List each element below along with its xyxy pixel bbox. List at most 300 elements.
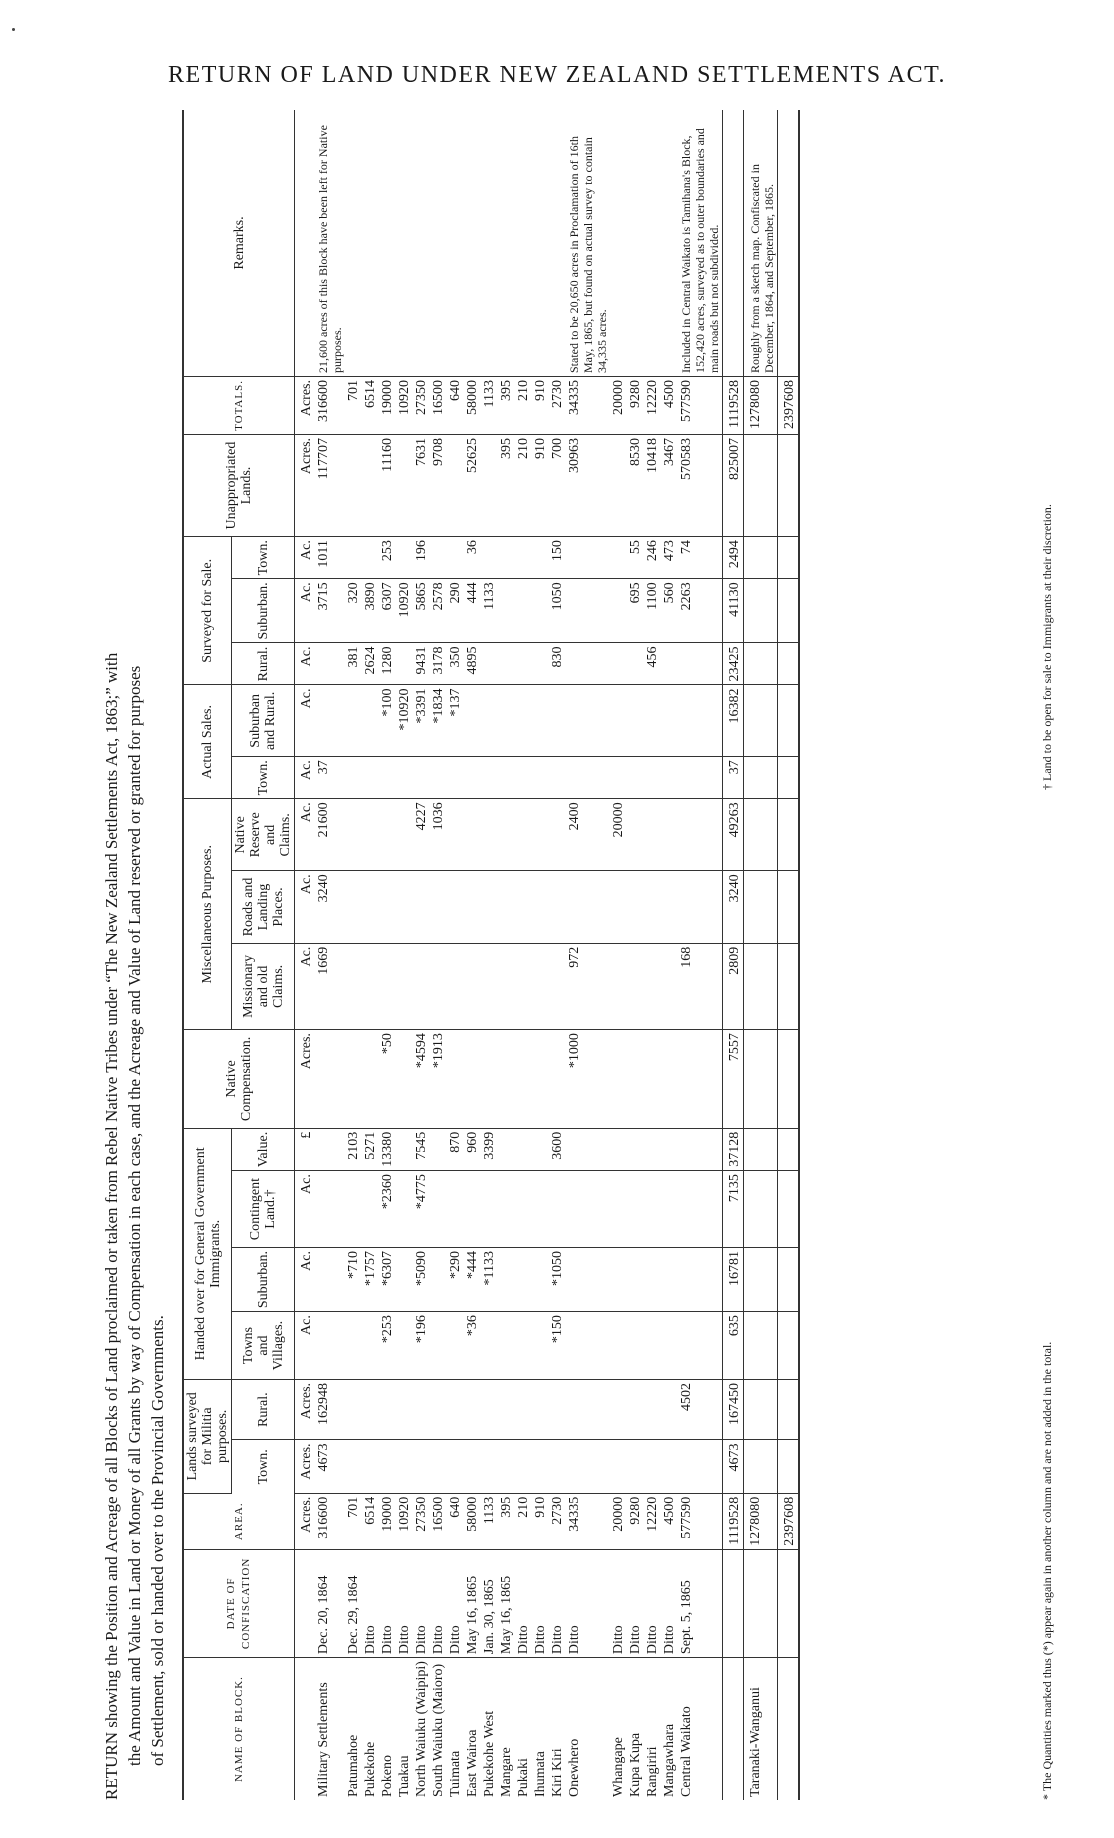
cell-s-town (549, 757, 566, 799)
cell-missionary (447, 943, 464, 1029)
unit-cell: Ac. (295, 579, 316, 643)
cell-remark (396, 110, 413, 377)
cell-name: East Wairoa (465, 1729, 480, 1797)
header-misc-missionary: Missionary and old Claims. (232, 943, 295, 1029)
header-sales-town: Town. (232, 757, 295, 799)
cell-date: Ditto (610, 1549, 627, 1657)
total-g-sub: 16781 (723, 1248, 744, 1312)
cell-area: 577590 (678, 1493, 723, 1549)
total-v-sub: 41130 (723, 579, 744, 643)
cell-v-rural (498, 643, 515, 685)
cell-m-town (379, 1440, 396, 1493)
cell-m-town (678, 1440, 723, 1493)
cell-s-town (345, 757, 362, 799)
cell-roads (498, 871, 515, 943)
cell-missionary (532, 943, 549, 1029)
cell-s-town (396, 757, 413, 799)
cell-s-subrural (345, 685, 362, 757)
unit-cell: Acres. (295, 377, 316, 435)
cell-v-town: 246 (644, 537, 661, 579)
cell-g-cont (532, 1171, 549, 1248)
cell-v-town (430, 537, 447, 579)
cell-total: 910 (532, 377, 549, 435)
table-row (315, 110, 345, 1800)
page-title: RETURN OF LAND UNDER NEW ZEALAND SETTLEMENTS ACT. (168, 62, 946, 88)
cell-v-sub: 1133 (481, 579, 498, 643)
cell-s-subrural: *1834 (430, 685, 447, 757)
cell-g-towns (396, 1312, 413, 1380)
cell-name: Patumahoe (346, 1734, 361, 1797)
cell-v-sub (498, 579, 515, 643)
cell-name: Pukekohe (363, 1741, 378, 1797)
cell-unapp: 210 (515, 434, 532, 536)
cell-area: 16500 (430, 1493, 447, 1549)
cell-area: 1133 (481, 1493, 498, 1549)
cell-unapp: 8530 (627, 434, 644, 536)
cell-native-comp: *1913 (430, 1030, 447, 1129)
cell-g-value: 960 (464, 1128, 481, 1170)
taranaki-row (744, 110, 778, 1800)
cell-native-comp (481, 1030, 498, 1129)
cell-v-rural: 830 (549, 643, 566, 685)
cell-v-sub (566, 579, 610, 643)
cell-name: Tuimata (448, 1750, 463, 1797)
cell-unapp: 3467 (661, 434, 678, 536)
cell-v-sub (515, 579, 532, 643)
cell-native-comp (315, 1030, 345, 1129)
header-survey-town: Town. (232, 537, 295, 579)
cell-m-rural (627, 1379, 644, 1440)
land-return-table (182, 110, 800, 1800)
table-row (515, 110, 532, 1800)
cell-m-rural (362, 1379, 379, 1440)
cell-total: 16500 (430, 377, 447, 435)
cell-g-sub (396, 1248, 413, 1312)
total-s-town: 37 (723, 757, 744, 799)
return-caption (100, 110, 169, 1800)
cell-g-towns (644, 1312, 661, 1380)
table-row (430, 110, 447, 1800)
cell-v-sub: 290 (447, 579, 464, 643)
cell-reserve: 21600 (315, 799, 345, 871)
cell-unapp (396, 434, 413, 536)
cell-v-sub: 444 (464, 579, 481, 643)
cell-missionary (362, 943, 379, 1029)
unit-cell: Ac. (295, 1171, 316, 1248)
header-misc: Miscellaneous Purposes. (183, 799, 232, 1030)
cell-total: 395 (498, 377, 515, 435)
cell-m-town (413, 1440, 430, 1493)
cell-missionary: 972 (566, 943, 610, 1029)
grand-total-total: 2397608 (778, 377, 800, 435)
cell-m-rural (610, 1379, 627, 1440)
cell-s-town (464, 757, 481, 799)
cell-missionary (413, 943, 430, 1029)
cell-roads (447, 871, 464, 943)
cell-g-cont: *2360 (379, 1171, 396, 1248)
cell-g-towns (627, 1312, 644, 1380)
cell-g-towns (345, 1312, 362, 1380)
cell-g-sub: *290 (447, 1248, 464, 1312)
table-row (396, 110, 413, 1800)
cell-unapp: 11160 (379, 434, 396, 536)
cell-g-sub (532, 1248, 549, 1312)
cell-area: 910 (532, 1493, 549, 1549)
cell-v-town (610, 537, 627, 579)
cell-g-value (644, 1128, 661, 1170)
cell-g-value (396, 1128, 413, 1170)
cell-s-subrural (610, 685, 627, 757)
cell-v-town: 196 (413, 537, 430, 579)
cell-g-value (315, 1128, 345, 1170)
cell-roads (515, 871, 532, 943)
cell-s-subrural (678, 685, 723, 757)
cell-name: Whangape (611, 1737, 626, 1797)
cell-s-subrural: *100 (379, 685, 396, 757)
table-row (447, 110, 464, 1800)
cell-s-subrural (661, 685, 678, 757)
cell-missionary: 168 (678, 943, 723, 1029)
cell-g-towns (481, 1312, 498, 1380)
cell-s-subrural (549, 685, 566, 757)
cell-total: 34335 (566, 377, 610, 435)
cell-g-cont (396, 1171, 413, 1248)
cell-v-rural (315, 643, 345, 685)
cell-v-rural: 350 (447, 643, 464, 685)
cell-roads (379, 871, 396, 943)
cell-native-comp (532, 1030, 549, 1129)
cell-g-cont (661, 1171, 678, 1248)
table-row (678, 110, 723, 1800)
cell-g-value: 2103 (345, 1128, 362, 1170)
header-area: AREA. (183, 1493, 295, 1549)
cell-date: Ditto (532, 1549, 549, 1657)
cell-g-towns (430, 1312, 447, 1380)
total-g-value: 37128 (723, 1128, 744, 1170)
unit-cell: Ac. (295, 685, 316, 757)
cell-missionary (379, 943, 396, 1029)
cell-reserve (464, 799, 481, 871)
cell-remark: 21,600 acres of this Block have been left for Native purposes. (315, 110, 345, 377)
cell-v-rural (481, 643, 498, 685)
total-reserve: 49263 (723, 799, 744, 871)
totals-row (723, 110, 744, 1800)
cell-s-subrural (515, 685, 532, 757)
cell-name: South Waiuku (Maioro) (431, 1663, 446, 1797)
cell-g-sub: *444 (464, 1248, 481, 1312)
cell-v-sub: 3890 (362, 579, 379, 643)
cell-date: Ditto (627, 1549, 644, 1657)
cell-m-rural (379, 1379, 396, 1440)
cell-date: Dec. 20, 1864 (315, 1549, 345, 1657)
cell-missionary (396, 943, 413, 1029)
cell-area: 6514 (362, 1493, 379, 1549)
cell-reserve: 20000 (610, 799, 627, 871)
cell-date: Ditto (396, 1549, 413, 1657)
total-roads: 3240 (723, 871, 744, 943)
cell-v-town (396, 537, 413, 579)
cell-total: 1133 (481, 377, 498, 435)
cell-g-sub (610, 1248, 627, 1312)
cell-g-towns (515, 1312, 532, 1380)
cell-reserve (481, 799, 498, 871)
cell-s-subrural (532, 685, 549, 757)
cell-m-rural (481, 1379, 498, 1440)
cell-v-rural (532, 643, 549, 685)
cell-unapp: 570583 (678, 434, 723, 536)
unit-cell: Acres. (295, 1030, 316, 1129)
cell-roads (678, 871, 723, 943)
cell-v-town: 473 (661, 537, 678, 579)
cell-s-subrural (481, 685, 498, 757)
cell-v-town: 253 (379, 537, 396, 579)
cell-g-value (627, 1128, 644, 1170)
cell-native-comp: *50 (379, 1030, 396, 1129)
unit-cell (295, 1549, 316, 1657)
header-survey: Surveyed for Sale. (183, 537, 232, 685)
cell-area: 12220 (644, 1493, 661, 1549)
cell-area: 27350 (413, 1493, 430, 1549)
cell-missionary (610, 943, 627, 1029)
header-militia-rural: Rural. (232, 1379, 295, 1440)
cell-v-sub: 3715 (315, 579, 345, 643)
cell-reserve (644, 799, 661, 871)
cell-roads (481, 871, 498, 943)
cell-g-towns (610, 1312, 627, 1380)
cell-m-town (447, 1440, 464, 1493)
cell-area: 2730 (549, 1493, 566, 1549)
cell-remark (481, 110, 498, 377)
cell-native-comp (610, 1030, 627, 1129)
cell-v-sub: 2263 (678, 579, 723, 643)
cell-g-value (610, 1128, 627, 1170)
cell-g-sub: *1757 (362, 1248, 379, 1312)
cell-s-subrural (644, 685, 661, 757)
cell-native-comp (515, 1030, 532, 1129)
cell-g-value (566, 1128, 610, 1170)
cell-g-cont (549, 1171, 566, 1248)
cell-v-rural: 4895 (464, 643, 481, 685)
cell-native-comp (362, 1030, 379, 1129)
cell-v-rural (566, 643, 610, 685)
cell-g-sub: *1133 (481, 1248, 498, 1312)
cell-m-rural (661, 1379, 678, 1440)
unit-cell: Ac. (295, 1248, 316, 1312)
cell-area: 4500 (661, 1493, 678, 1549)
cell-date: May 16, 1865 (464, 1549, 481, 1657)
cell-date: Ditto (379, 1549, 396, 1657)
cell-missionary (515, 943, 532, 1029)
cell-area: 316600 (315, 1493, 345, 1549)
header-survey-rural: Rural. (232, 643, 295, 685)
cell-v-town: 55 (627, 537, 644, 579)
cell-remark (515, 110, 532, 377)
cell-m-rural (447, 1379, 464, 1440)
cell-v-town (362, 537, 379, 579)
unit-cell: Ac. (295, 799, 316, 871)
cell-reserve (362, 799, 379, 871)
taranaki-total: 1278080 (744, 377, 778, 435)
cell-g-towns: *196 (413, 1312, 430, 1380)
header-name: NAME OF BLOCK. (183, 1658, 295, 1800)
cell-v-sub: 5865 (413, 579, 430, 643)
units-row (295, 110, 316, 1800)
cell-total: 19000 (379, 377, 396, 435)
cell-name: Kiri Kiri (550, 1748, 565, 1797)
cell-total: 20000 (610, 377, 627, 435)
cell-s-subrural: *3391 (413, 685, 430, 757)
cell-roads (413, 871, 430, 943)
cell-v-town: 1011 (315, 537, 345, 579)
cell-unapp (362, 434, 379, 536)
total-m-rural: 167450 (723, 1379, 744, 1440)
cell-s-subrural (627, 685, 644, 757)
cell-g-towns (678, 1312, 723, 1380)
cell-s-town (610, 757, 627, 799)
cell-g-towns (566, 1312, 610, 1380)
cell-v-town: 150 (549, 537, 566, 579)
cell-m-town (644, 1440, 661, 1493)
cell-name: Pukekohe West (482, 1710, 497, 1797)
cell-native-comp (644, 1030, 661, 1129)
caption-line-1: RETURN showing the Position and Acreage of all Blocks of Land proclaimed or taken from Rebel Native Tribes under “The New Zealand Settlements Act, 1863;” with (102, 652, 121, 1800)
cell-m-town (566, 1440, 610, 1493)
header-survey-suburban: Suburban. (232, 579, 295, 643)
table-row (345, 110, 362, 1800)
table-row (379, 110, 396, 1800)
cell-v-town (345, 537, 362, 579)
cell-v-rural: 381 (345, 643, 362, 685)
cell-v-sub: 10920 (396, 579, 413, 643)
cell-v-rural (396, 643, 413, 685)
cell-reserve: 4227 (413, 799, 430, 871)
cell-total: 701 (345, 377, 362, 435)
cell-date: Ditto (362, 1549, 379, 1657)
cell-remark: Stated to be 20,650 acres in Proclamation of 16th May, 1865, but found on actual survey to contain 34,335 acres. (566, 110, 610, 377)
cell-v-rural: 2624 (362, 643, 379, 685)
cell-s-town (447, 757, 464, 799)
cell-v-town: 36 (464, 537, 481, 579)
cell-g-towns: *36 (464, 1312, 481, 1380)
header-unappropriated: Unappropriated Lands. (183, 434, 295, 536)
cell-m-town (362, 1440, 379, 1493)
cell-m-rural (498, 1379, 515, 1440)
taranaki-area: 1278080 (744, 1493, 778, 1549)
cell-roads (661, 871, 678, 943)
cell-reserve: 1036 (430, 799, 447, 871)
cell-v-town (532, 537, 549, 579)
cell-date: Ditto (515, 1549, 532, 1657)
cell-roads (549, 871, 566, 943)
cell-v-rural (678, 643, 723, 685)
unit-cell: Ac. (295, 1312, 316, 1380)
total-native-comp: 7557 (723, 1030, 744, 1129)
cell-total: 4500 (661, 377, 678, 435)
grand-total-row (778, 110, 800, 1800)
cell-area: 640 (447, 1493, 464, 1549)
cell-v-town (498, 537, 515, 579)
table-row (549, 110, 566, 1800)
cell-unapp (610, 434, 627, 536)
cell-g-sub (661, 1248, 678, 1312)
cell-v-sub: 2578 (430, 579, 447, 643)
cell-native-comp (678, 1030, 723, 1129)
cell-m-rural (644, 1379, 661, 1440)
cell-reserve: 2400 (566, 799, 610, 871)
cell-name: Kupa Kupa (628, 1732, 643, 1797)
unit-cell: Acres. (295, 1493, 316, 1549)
cell-m-rural (515, 1379, 532, 1440)
cell-g-value (515, 1128, 532, 1170)
cell-area: 34335 (566, 1493, 610, 1549)
cell-g-towns (447, 1312, 464, 1380)
cell-date: Jan. 30, 1865 (481, 1549, 498, 1657)
cell-g-cont (678, 1171, 723, 1248)
cell-total: 640 (447, 377, 464, 435)
cell-g-cont: *4775 (413, 1171, 430, 1248)
cell-remark: Included in Central Waikato is Tamihana's Block, 152,420 acres, surveyed as to outer boundaries and main roads but not subdivided. (678, 110, 723, 377)
unit-cell: Ac. (295, 537, 316, 579)
cell-name: Military Settlements (316, 1682, 331, 1797)
footnote-dagger: † Land to be open for sale to Immigrants at their discretion. (1040, 504, 1054, 790)
header-remarks: Remarks. (183, 110, 295, 377)
cell-name: Central Waikato (679, 1706, 694, 1797)
total-v-rural: 23425 (723, 643, 744, 685)
caption-line-2: the Amount and Value in Land or Money of all Grants by way of Compensation in each case, and the Acreage and Value of Land reserved or granted for purposes (125, 665, 144, 1766)
cell-m-town (396, 1440, 413, 1493)
total-area: 1119528 (723, 1493, 744, 1549)
cell-unapp (481, 434, 498, 536)
cell-g-cont (481, 1171, 498, 1248)
cell-v-rural: 3178 (430, 643, 447, 685)
cell-native-comp (464, 1030, 481, 1129)
cell-s-subrural: *137 (447, 685, 464, 757)
cell-m-rural (345, 1379, 362, 1440)
cell-g-cont (498, 1171, 515, 1248)
cell-s-town (532, 757, 549, 799)
header-govt-suburban: Suburban. (232, 1248, 295, 1312)
cell-g-value: 3600 (549, 1128, 566, 1170)
cell-reserve (627, 799, 644, 871)
cell-s-subrural: *10920 (396, 685, 413, 757)
cell-v-rural (661, 643, 678, 685)
cell-roads (644, 871, 661, 943)
cell-area: 19000 (379, 1493, 396, 1549)
cell-native-comp (627, 1030, 644, 1129)
cell-m-rural: 4502 (678, 1379, 723, 1440)
cell-date: Ditto (566, 1549, 610, 1657)
cell-unapp: 52625 (464, 434, 481, 536)
cell-roads (345, 871, 362, 943)
header-govt: Handed over for General Government Immigrants. (183, 1128, 232, 1379)
cell-area: 9280 (627, 1493, 644, 1549)
cell-m-rural (566, 1379, 610, 1440)
cell-g-sub: *710 (345, 1248, 362, 1312)
cell-unapp: 117707 (315, 434, 345, 536)
header-native-comp: Native Compensation. (183, 1030, 295, 1129)
cell-v-sub: 695 (627, 579, 644, 643)
cell-m-rural (464, 1379, 481, 1440)
cell-v-town (515, 537, 532, 579)
cell-m-town (345, 1440, 362, 1493)
cell-s-town (515, 757, 532, 799)
cell-unapp (345, 434, 362, 536)
footnote-asterisk: * The Quantities marked thus (*) appear again in another column and are not added in the total. (1040, 1341, 1054, 1800)
cell-remark (430, 110, 447, 377)
cell-native-comp: *1000 (566, 1030, 610, 1129)
unit-cell: Ac. (295, 757, 316, 799)
cell-native-comp (447, 1030, 464, 1129)
